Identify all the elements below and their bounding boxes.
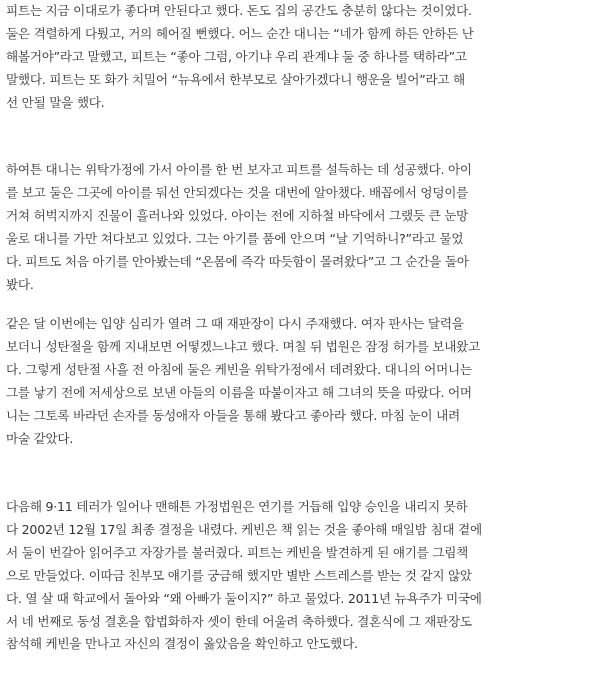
article-paragraph-3: [6, 313, 598, 450]
text-line: 다. 피트도 처음 아기를 안아봤는데 “온몸에 즉각 따듯함이 몰려왔다”고 그 순간을 돌아: [6, 253, 469, 269]
text-line: 서 네 번째로 동성 결혼을 합법화하자 셋이 한데 어울려 축하했다. 결혼식에 그 재판장도: [6, 613, 472, 629]
text-line: 해볼거야”라고 말했고, 피트는 “좋아 그럼, 아기냐 우리 관계냐 둘 중 하나를 택하라”고: [6, 48, 467, 64]
text-line: 서 둘이 번갈아 읽어주고 자장가를 불러줬다. 피트는 케빈을 발견하게 된 얘기를 그림책: [6, 544, 469, 560]
text-line: 다음해 9·11 테러가 일어나 맨해튼 가정법원은 연기를 거듭해 입양 승인을 내리지 못하: [6, 499, 468, 514]
text-line: 으로 만들었다. 이따금 친부모 얘기를 궁금해 했지만 별반 스트레스를 받는 것 같지 않았: [6, 567, 472, 583]
text-line: 다. 그렇게 성탄절 사흘 전 아침에 둘은 케빈을 위탁가정에서 데려왔다. 대니의 어머니는: [6, 361, 472, 377]
text-line: 그를 낳기 전에 저세상으로 보낸 아들의 이름을 따붙이자고 해 그녀의 뜻을 따랐다. 어머: [6, 384, 472, 400]
text-line: 를 보고 둘은 그곳에 아이를 둬선 안되겠다는 것을 대번에 알아챘다. 배꼽에서 엉덩이를: [6, 184, 469, 200]
article-paragraph-1: [6, 0, 598, 115]
text-line: 봤다.: [6, 276, 34, 292]
text-line: 피트는 지금 이대로가 좋다며 안된다고 했다. 돈도 집의 공간도 충분히 않다는 것이었다.: [6, 3, 472, 18]
article-paragraph-2: [6, 159, 598, 296]
text-line: 다 2002년 12월 17일 최종 결정을 내렸다. 케빈은 책 읽는 것을 좋아해 매일밤 침대 곁에: [6, 521, 482, 537]
text-line: 마술 같았다.: [6, 430, 74, 446]
text-line: 울로 대니를 가만 쳐다보고 있었다. 그는 아기를 품에 안으며 “날 기억하니?”라고 물었: [6, 230, 464, 246]
text-line: 니는 그토록 바라던 손자를 동성애자 아들을 통해 봤다고 좋아라 했다. 마침 눈이 내려: [6, 407, 460, 423]
text-line: 보더니 성탄절을 함께 지내보면 어떻겠느냐고 했다. 며칠 뒤 법원은 잠정 허가를 보내왔고: [6, 338, 480, 354]
text-line: 다. 열 살 때 학교에서 돌아와 “왜 아빠가 둘이지?” 하고 물었다. 2011년 뉴욕주가 미국에: [6, 590, 482, 606]
text-line: 선 안될 말을 했다.: [6, 94, 105, 110]
text-line: 같은 달 이번에는 입양 심리가 열려 그 때 재판장이 다시 주재했다. 여자 판사는 달력을: [6, 316, 464, 331]
text-line: 말했다. 피트는 또 화가 치밀어 “뉴욕에서 한부모로 살아가겠다니 행운을 빌어”라고 해: [6, 71, 465, 87]
text-line: 거쳐 허벅지까지 진물이 흘러나와 있었다. 아이는 전에 지하철 바닥에서 그랬듯 큰 눈망: [6, 207, 469, 223]
text-line: 하여튼 대니는 위탁가정에 가서 아이를 한 번 보자고 피트를 설득하는 데 성공했다. 아이: [6, 162, 472, 177]
article-paragraph-4: [6, 496, 598, 656]
text-line: 참석해 케빈을 만나고 자신의 결정이 옳았음을 확인하고 안도했다.: [6, 636, 358, 652]
text-line: 둘은 격렬하게 다퉜고, 거의 헤어질 뻔했다. 어느 순간 대니는 “네가 함께 하든 안하든 난: [6, 25, 474, 41]
